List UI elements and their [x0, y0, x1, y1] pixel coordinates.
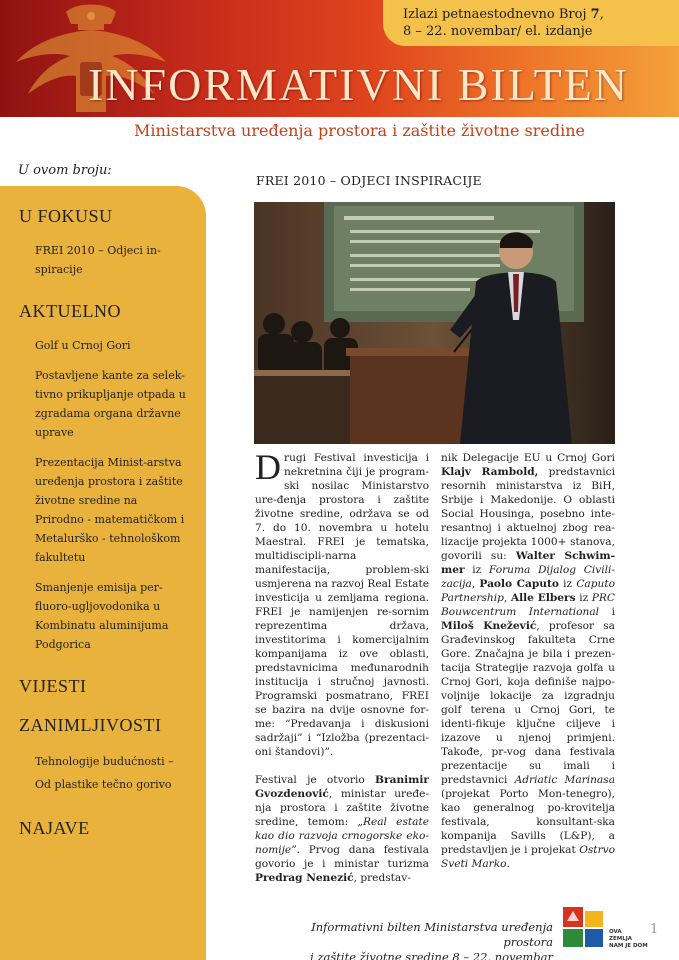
text-run: predstavnici resornih ministarstva iz BiH, Srbije i Makedonije. O oblasti Social Housinga, posebno inte-resantnoj i aktuelnoj zbog rea-lizacije projekta 1000+ stanova, govorili su:	[441, 466, 615, 562]
text-run: iz	[464, 564, 489, 576]
conference-photo-icon	[254, 202, 615, 444]
article-title: FREI 2010 – ODJECI INSPIRACIJE	[256, 173, 482, 188]
text-run: ,	[503, 592, 511, 604]
text-run: Festival je otvorio	[255, 774, 376, 786]
article-paragraph-3	[441, 451, 615, 871]
person-name: Predrag Nenezić	[255, 872, 354, 884]
organization-name: Foruma Dijalog Civili-zacija	[441, 564, 615, 590]
toc-section-u-fokusu[interactable]: U FOKUSU	[19, 206, 113, 226]
article-paragraph-1: rugi Festival investicija i nekretnina čiji je program-ski nosilac Ministarstvo ure-đenja prostora i zaštite životne sredine, održava se od 7. do 10. novembra u hotelu Maestral. FREI je tematska, multidiscipli-narna manifestacija, problem-ski usmjerena na razvoj Real Estate investicija u zemljama regiona. FREI je namijenjen re-sornim reprezentima država, investitorima i komercijalnim kompanijama iz ove oblasti, predstavnicima međunarodnih institucija i stručnoj javnosti. Programski posmatrano, FREI se bazira na dvije osnovne for-me: “Predavanja i diskusioni sadržaji” i “Izložba (prezentaci-oni štandovi)”.	[255, 452, 429, 758]
masthead-title: INFORMATIVNI BILTEN	[88, 59, 630, 110]
project-name: Ostrvo Sveti Marko	[441, 844, 615, 870]
person-name: Branimir Gvozdenović	[255, 774, 429, 800]
toc-section-aktuelno[interactable]: AKTUELNO	[19, 301, 121, 321]
page-number: 1	[650, 922, 659, 937]
person-name: Miloš Knežević	[441, 620, 537, 632]
footer-caption	[270, 920, 553, 960]
toc-item-kante[interactable]: Postavljene kante za selek-tivno prikupljanje otpada u zgradama organa državne uprave	[35, 369, 186, 439]
in-this-issue-label: U ovom broju:	[18, 163, 112, 178]
drop-cap: D	[255, 447, 281, 487]
text-run: .	[506, 858, 510, 870]
text-run: , profesor sa Građevinskog fakulteta Crne Gore. Značajna je bila i prezen-tacija Strategije razvoja golfa u Crnoj Gori, koja definiše najpo-voljnije lokacije za izgradnju golf terena u Crnoj Gori, te identi-fikuje ključne ciljeve i izazove u njenoj primjeni. Takođe, pr-vog dana festivala prezentacije su imali i predstavnici	[441, 620, 616, 786]
logo-text	[609, 929, 669, 950]
footer-line-1: Informativni bilten Ministarstva uređenja prostora	[311, 920, 553, 949]
header-banner	[0, 0, 679, 117]
text-run: (projekat Porto Mon-tenegro), kao generalnog po-krovitelja festivala, konsultant-ska kompanija Savills (L&P), a predstavljen je i projekat	[441, 788, 615, 856]
issue-dates: 8 – 22. novembar/ el. izdanje	[403, 24, 593, 39]
conference-photo	[254, 202, 615, 444]
footer-line-2: i zaštite životne sredine 8 – 22. novembar	[310, 950, 553, 960]
toc-item-prezentacija[interactable]: Prezentacija Minist-arstva uređenja prostora i zaštite životne sredine na Prirodno - matematičkom i Metalurško - tehnološkom fakultetu	[35, 456, 185, 564]
toc-item-emisije[interactable]: Smanjenje emisija per-fluoro-ugljovodonika u Kombinatu aluminijuma Podgorica	[35, 581, 169, 651]
organization-name: Caputo Partnership	[441, 578, 615, 604]
text-run: , ministar uređe-nja prostora i zaštite životne sredine, temom:	[255, 788, 429, 828]
text-run: i	[599, 606, 615, 618]
logo-text-line: OVA	[609, 929, 622, 935]
text-run: ,	[471, 578, 480, 590]
toc-section-najave[interactable]: NAJAVE	[19, 818, 90, 838]
toc-section-vijesti[interactable]: VIJESTI	[19, 676, 87, 696]
person-name: Klajv Rambold,	[441, 466, 539, 478]
issue-line-prefix: Izlazi petnaestodnevno Broj	[403, 7, 591, 22]
toc-item-golf[interactable]: Golf u Crnoj Gori	[35, 339, 131, 352]
text-run: , predstav-	[353, 872, 411, 884]
person-name: Paolo Caputo	[479, 578, 559, 590]
person-name: Alle Elbers	[510, 592, 576, 604]
masthead-subtitle	[0, 117, 679, 147]
text-run: iz	[558, 578, 577, 590]
issue-number: 7	[590, 7, 600, 22]
issue-info-box	[383, 0, 679, 46]
quoted-topic: „Real estate kao dio razvoja crnogorske eko-nomije”	[255, 816, 429, 856]
text-run: . Prvog dana festivala govorio je i ministar turizma	[255, 844, 429, 870]
article-column-left	[255, 447, 429, 899]
person-name: Walter Schwim-mer	[441, 550, 615, 576]
text-run: iz	[575, 592, 592, 604]
toc-section-zanimljivosti[interactable]: ZANIMLJIVOSTI	[19, 715, 162, 735]
article-column-right	[441, 451, 615, 885]
organization-name: PRC Bouwcentrum International	[441, 592, 615, 618]
ova-zemlja-logo-icon	[561, 905, 607, 951]
organization-name: Adriatic Marinasa	[514, 774, 616, 786]
logo-text-line: NAM JE DOM	[609, 943, 648, 949]
toc-item-tehnologije[interactable]: Tehnologije budućnosti – Od plastike tečno gorivo	[35, 755, 174, 791]
table-of-contents	[0, 186, 206, 960]
subtitle-text: Ministarstva uređenja prostora i zaštite životne sredine	[133, 121, 585, 140]
article-paragraph-2	[255, 773, 429, 885]
issue-line-suffix: ,	[599, 7, 604, 22]
logo-text-line: ZEMLJA	[609, 936, 633, 942]
toc-item-frei[interactable]: FREI 2010 – Odjeci in-spiracije	[35, 244, 161, 276]
text-run: nik Delegacije EU u Crnoj Gori	[441, 452, 615, 464]
